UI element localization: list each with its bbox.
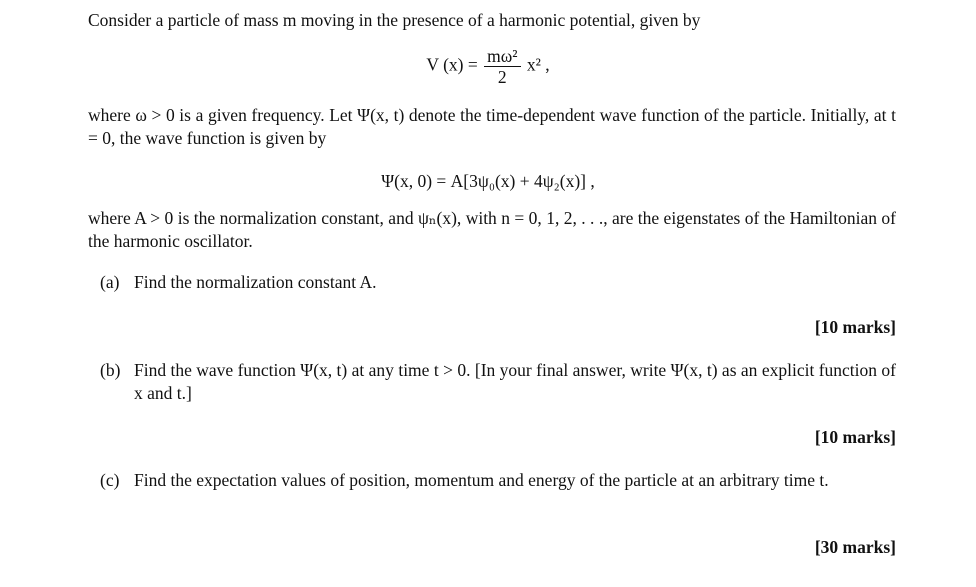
paragraph-wavefunction: where ω > 0 is a given frequency. Let Ψ(x, t) denote the time-dependent wave function of the particle. Initially, at t = 0, the wave function is given by	[88, 105, 896, 148]
part-text: Find the wave function Ψ(x, t) at any time t > 0. [In your final answer, write Ψ(x, t) as an explicit function of x and t.]	[134, 360, 896, 403]
part-text: Find the expectation values of position, momentum and energy of the particle at an arbitrary time t.	[134, 470, 829, 490]
fraction-denominator: 2	[497, 67, 507, 87]
potential-lhs: V (x) =	[426, 54, 478, 75]
fraction-numerator: mω²	[484, 46, 520, 67]
part-label: (a)	[100, 272, 120, 292]
potential-rhs: x² ,	[526, 54, 550, 75]
part-text: Find the normalization constant A.	[134, 272, 377, 292]
marks-part-c: [30 marks]	[814, 537, 896, 557]
question-part-a	[100, 271, 896, 294]
potential-fraction	[484, 46, 520, 87]
question-part-c	[100, 469, 896, 492]
question-part-b	[100, 359, 896, 405]
part-label: (b)	[100, 360, 121, 380]
marks-part-a: [10 marks]	[814, 317, 896, 337]
part-label: (c)	[100, 470, 120, 490]
marks-part-b: [10 marks]	[814, 427, 896, 447]
intro-text: Consider a particle of mass m moving in the presence of a harmonic potential, given by	[88, 10, 701, 30]
paragraph-eigenstates: where A > 0 is the normalization constant, and ψₙ(x), with n = 0, 1, 2, . . ., are the eigenstates of the Hamiltonian of the harmonic oscillator.	[88, 208, 896, 251]
initial-wavefunction-equation: Ψ(x, 0) = A[3ψ₀(x) + 4ψ₂(x)] ,	[381, 171, 595, 191]
potential-equation	[0, 46, 976, 87]
